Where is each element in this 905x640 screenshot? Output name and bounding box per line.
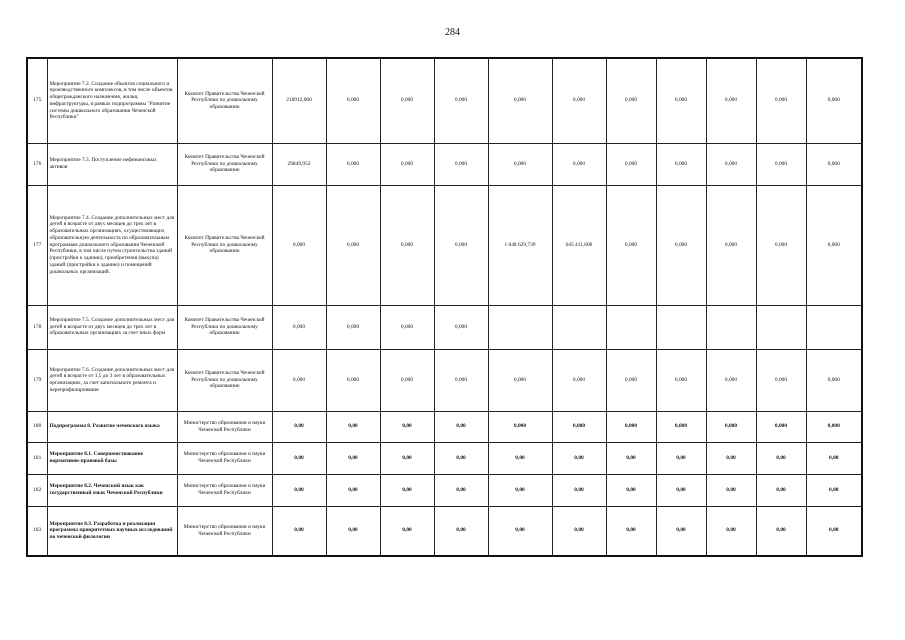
funding-value-cell: 0,000 bbox=[326, 349, 380, 411]
funding-value-cell: 0,00 bbox=[756, 474, 806, 506]
funding-value-cell: 0,000 bbox=[656, 349, 706, 411]
funding-value-cell: 0,000 bbox=[606, 143, 656, 185]
row-number-cell: 179 bbox=[27, 349, 47, 411]
funding-value-cell: 0,000 bbox=[488, 58, 552, 143]
funding-value-cell: 0,000 bbox=[806, 143, 862, 185]
funding-value-cell: 0,00 bbox=[272, 411, 326, 442]
table-row bbox=[27, 474, 862, 506]
measure-name-cell bbox=[47, 442, 177, 474]
funding-value-cell: 0,000 bbox=[606, 185, 656, 305]
measure-name-text: Мероприятие 8.1. Совершенствование нормативно-правовой базы bbox=[49, 451, 144, 464]
funding-value-cell: 0,00 bbox=[272, 474, 326, 506]
row-number-cell: 182 bbox=[27, 474, 47, 506]
table-row bbox=[27, 506, 862, 556]
row-number-cell: 177 bbox=[27, 185, 47, 305]
row-number-cell: 180 bbox=[27, 411, 47, 442]
funding-value-cell: 218912,000 bbox=[272, 58, 326, 143]
funding-value-cell: 0,000 bbox=[756, 411, 806, 442]
funding-value-cell: 0,000 bbox=[706, 349, 756, 411]
funding-value-cell bbox=[806, 305, 862, 349]
row-number-cell: 183 bbox=[27, 506, 47, 556]
executor-cell: Министерство образования и науки Чеченской Республики bbox=[177, 442, 272, 474]
funding-value-cell: 0,000 bbox=[326, 185, 380, 305]
funding-value-cell: 0,00 bbox=[380, 442, 434, 474]
funding-value-cell: 0,00 bbox=[656, 442, 706, 474]
funding-value-cell: 0,00 bbox=[606, 474, 656, 506]
measure-name-text: Мероприятие 7.6. Создание дополнительных мест для детей в возрасте от 1,5 до 3 лет в образовательных организациях, за счет капитального ремонта и перепрофилирования bbox=[49, 366, 175, 393]
measure-name-text: Мероприятие 7.4. Создание дополнительных мест для детей в возрасте от двух месяцев до трех лет в образовательных организациях, осуществляющих образовательную деятельность по образовательным программам дошкольного образования Чеченской Республики, в том числе путем строительства зданий (пристройки к зданию), приобретения (выкупа) зданий (пристройки к зданию) и помещений дошкольных организаций. bbox=[49, 214, 175, 275]
funding-value-cell: 0,000 bbox=[656, 58, 706, 143]
funding-value-cell: 0,00 bbox=[606, 442, 656, 474]
measure-name-text: Мероприятие 8.2. Чеченский язык как государственный язык Чеченской Республики bbox=[49, 483, 163, 496]
funding-value-cell: 0,00 bbox=[434, 506, 488, 556]
funding-value-cell: 0,000 bbox=[552, 349, 606, 411]
page-number: 284 bbox=[445, 27, 460, 38]
funding-value-cell: 645 411,600 bbox=[552, 185, 606, 305]
funding-value-cell: 0,00 bbox=[656, 506, 706, 556]
executor-cell: Комитет Правительства Чеченской Республики по дошкольному образованию bbox=[177, 143, 272, 185]
funding-value-cell bbox=[552, 305, 606, 349]
funding-value-cell: 1 048 629,739 bbox=[488, 185, 552, 305]
funding-value-cell: 0,000 bbox=[806, 185, 862, 305]
funding-value-cell: 0,000 bbox=[706, 185, 756, 305]
funding-value-cell: 0,000 bbox=[380, 185, 434, 305]
funding-value-cell: 0,00 bbox=[326, 411, 380, 442]
table-row bbox=[27, 143, 862, 185]
executor-cell: Министерство образования и науки Чеченской Республики bbox=[177, 411, 272, 442]
measure-name-text: Мероприятие 7.3. Поступление нефинансовых активов bbox=[49, 157, 157, 170]
funding-value-cell: 0,000 bbox=[706, 58, 756, 143]
funding-value-cell: 0,000 bbox=[380, 143, 434, 185]
funding-value-cell: 0,000 bbox=[706, 411, 756, 442]
funding-value-cell: 0,000 bbox=[656, 143, 706, 185]
measure-name-cell bbox=[47, 143, 177, 185]
funding-value-cell: 0,000 bbox=[434, 305, 488, 349]
measure-name-cell bbox=[47, 58, 177, 143]
table-row bbox=[27, 349, 862, 411]
funding-value-cell: 0,000 bbox=[434, 349, 488, 411]
funding-value-cell: 0,00 bbox=[806, 506, 862, 556]
funding-value-cell: 0,00 bbox=[656, 474, 706, 506]
funding-value-cell: 0,000 bbox=[326, 143, 380, 185]
funding-value-cell: 0,000 bbox=[434, 58, 488, 143]
table-row bbox=[27, 305, 862, 349]
funding-value-cell: 0,00 bbox=[552, 474, 606, 506]
funding-value-cell: 0,00 bbox=[434, 442, 488, 474]
measure-name-cell bbox=[47, 305, 177, 349]
table-row bbox=[27, 185, 862, 305]
funding-value-cell: 0,000 bbox=[552, 58, 606, 143]
measure-name-cell bbox=[47, 185, 177, 305]
funding-value-cell: 0,000 bbox=[756, 349, 806, 411]
measure-name-text: Мероприятие 7.5. Создание дополнительных мест для детей в возрасте от двух месяцев до трех лет в образовательных организациях за счет иных форм bbox=[49, 316, 175, 337]
funding-value-cell: 0,000 bbox=[326, 305, 380, 349]
funding-value-cell: 0,00 bbox=[380, 411, 434, 442]
funding-value-cell bbox=[706, 305, 756, 349]
funding-value-cell bbox=[488, 305, 552, 349]
funding-value-cell: 0,00 bbox=[326, 474, 380, 506]
funding-value-cell: 0,000 bbox=[806, 58, 862, 143]
funding-value-cell: 0,00 bbox=[488, 474, 552, 506]
funding-value-cell: 0,000 bbox=[552, 143, 606, 185]
row-number-cell: 181 bbox=[27, 442, 47, 474]
funding-value-cell: 0,000 bbox=[272, 349, 326, 411]
funding-value-cell bbox=[656, 305, 706, 349]
funding-value-cell: 0,00 bbox=[606, 506, 656, 556]
funding-value-cell: 0,000 bbox=[434, 143, 488, 185]
funding-value-cell: 0,000 bbox=[380, 305, 434, 349]
funding-value-cell: 0,00 bbox=[272, 506, 326, 556]
executor-cell: Комитет Правительства Чеченской Республики по дошкольному образованию bbox=[177, 185, 272, 305]
funding-value-cell: 0,00 bbox=[326, 506, 380, 556]
funding-value-cell: 0,00 bbox=[434, 411, 488, 442]
funding-value-cell: 0,000 bbox=[756, 143, 806, 185]
funding-value-cell: 0,000 bbox=[552, 411, 606, 442]
funding-value-cell: 0,000 bbox=[272, 305, 326, 349]
measure-name-text: Мероприятие 8.3. Разработка и реализация программы приоритетных научных исследований по чеченской филологии bbox=[49, 520, 173, 541]
funding-value-cell: 0,000 bbox=[806, 349, 862, 411]
funding-value-cell: 0,00 bbox=[806, 474, 862, 506]
funding-value-cell: 0,00 bbox=[488, 442, 552, 474]
measure-name-text: Подпрограмма 8. Развитие чеченского языка bbox=[49, 423, 160, 430]
executor-cell: Комитет Правительства Чеченской Республики по дошкольному образованию bbox=[177, 305, 272, 349]
funding-value-cell: 0,00 bbox=[552, 506, 606, 556]
funding-value-cell: 0,000 bbox=[656, 411, 706, 442]
measure-name-cell bbox=[47, 411, 177, 442]
funding-value-cell: 29849,952 bbox=[272, 143, 326, 185]
funding-value-cell: 0,00 bbox=[806, 442, 862, 474]
funding-value-cell: 0,000 bbox=[606, 411, 656, 442]
funding-value-cell: 0,00 bbox=[380, 506, 434, 556]
table-row bbox=[27, 411, 862, 442]
funding-value-cell: 0,00 bbox=[706, 506, 756, 556]
funding-value-cell: 0,000 bbox=[706, 143, 756, 185]
funding-value-cell: 0,000 bbox=[806, 411, 862, 442]
funding-value-cell: 0,00 bbox=[756, 442, 806, 474]
funding-value-cell: 0,00 bbox=[272, 442, 326, 474]
executor-cell: Министерство образования и науки Чеченской Республики bbox=[177, 474, 272, 506]
measure-name-cell bbox=[47, 474, 177, 506]
funding-value-cell: 0,000 bbox=[326, 58, 380, 143]
funding-value-cell: 0,00 bbox=[552, 442, 606, 474]
funding-value-cell: 0,000 bbox=[606, 58, 656, 143]
table-row bbox=[27, 442, 862, 474]
measure-name-cell bbox=[47, 506, 177, 556]
funding-value-cell: 0,000 bbox=[756, 58, 806, 143]
funding-value-cell: 0,000 bbox=[380, 349, 434, 411]
funding-value-cell bbox=[606, 305, 656, 349]
funding-value-cell: 0,000 bbox=[606, 349, 656, 411]
budget-table bbox=[26, 57, 863, 557]
funding-value-cell: 0,00 bbox=[756, 506, 806, 556]
funding-value-cell: 0,000 bbox=[488, 411, 552, 442]
funding-value-cell: 0,000 bbox=[434, 185, 488, 305]
funding-value-cell: 0,000 bbox=[488, 349, 552, 411]
measure-name-cell bbox=[47, 349, 177, 411]
funding-value-cell: 0,000 bbox=[656, 185, 706, 305]
executor-cell: Министерство образования и науки Чеченской Республики bbox=[177, 506, 272, 556]
funding-value-cell bbox=[756, 305, 806, 349]
funding-value-cell: 0,00 bbox=[380, 474, 434, 506]
funding-value-cell: 0,00 bbox=[706, 474, 756, 506]
executor-cell: Комитет Правительства Чеченской Республики по дошкольному образованию bbox=[177, 58, 272, 143]
funding-value-cell: 0,00 bbox=[434, 474, 488, 506]
measure-name-text: Мероприятие 7.2. Создание объектов социального и производственного комплексов, в том числе объектов общегражданского назначения, жилья, инфраструктуры, в рамках подпрограммы "Развитие системы дошкольного образования Чеченской Республики" bbox=[49, 80, 173, 121]
funding-value-cell: 0,000 bbox=[272, 185, 326, 305]
row-number-cell: 176 bbox=[27, 143, 47, 185]
funding-value-cell: 0,000 bbox=[488, 143, 552, 185]
funding-value-cell: 0,000 bbox=[380, 58, 434, 143]
funding-value-cell: 0,00 bbox=[488, 506, 552, 556]
funding-value-cell: 0,000 bbox=[756, 185, 806, 305]
table-row bbox=[27, 58, 862, 143]
executor-cell: Комитет Правительства Чеченской Республики по дошкольному образованию bbox=[177, 349, 272, 411]
funding-value-cell: 0,00 bbox=[706, 442, 756, 474]
funding-value-cell: 0,00 bbox=[326, 442, 380, 474]
row-number-cell: 175 bbox=[27, 58, 47, 143]
row-number-cell: 178 bbox=[27, 305, 47, 349]
